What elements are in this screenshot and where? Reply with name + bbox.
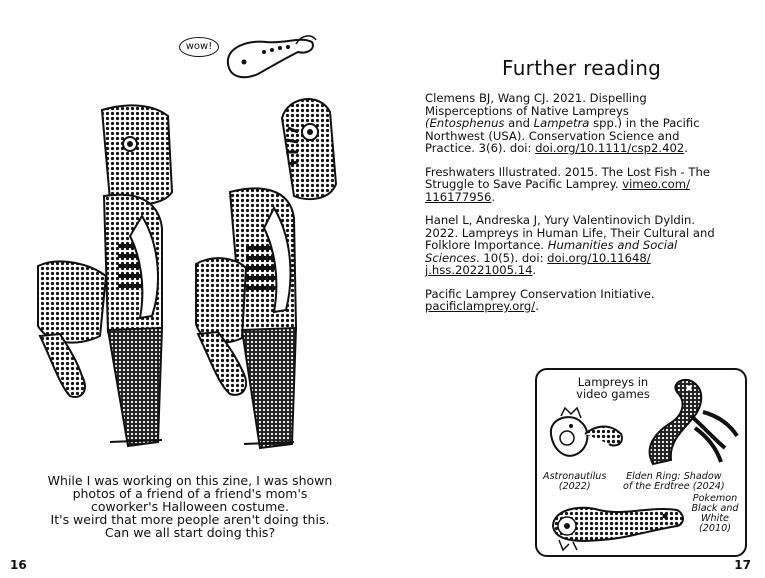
page-caption — [30, 474, 350, 539]
game-label-line: Elden Ring: Shadow — [626, 471, 722, 482]
costume-figure-2-illustration — [190, 88, 350, 464]
caption-line: Can we all start doing this? — [104, 525, 276, 540]
vimeo-link[interactable]: vimeo.com/ — [622, 177, 690, 191]
reference-italic: Sciences — [425, 250, 476, 265]
game-label-line: Astronautilus — [543, 471, 607, 482]
game-label-line: (2010) — [699, 523, 731, 534]
video-games-box — [535, 368, 747, 557]
reference-text: . 10(5). doi: — [475, 250, 548, 265]
reference-item — [425, 214, 745, 277]
reference-text: Northwest (USA). Conservation Science and — [425, 128, 680, 143]
reference-text: . — [532, 263, 537, 277]
game-label-line: of the Erdtree (2024) — [623, 481, 725, 492]
reference-text: Hanel L, Andreska J, Yury Valentinovich Dyldin. — [425, 213, 696, 227]
game-label-line: White — [701, 513, 729, 524]
doi-link[interactable]: doi.org/10.1111/csp2.402 — [535, 141, 685, 155]
reference-text — [425, 300, 745, 313]
left-page — [0, 0, 382, 578]
reference-text: 2022. Lampreys in Human Life, Their Cultural and — [425, 225, 715, 240]
reference-item — [425, 166, 745, 204]
reference-italic: Lampetra — [533, 116, 590, 130]
box-title-line: Lampreys in — [577, 375, 649, 389]
elden-ring-lamprey-illustration — [633, 376, 743, 470]
reference-text: Misperceptions of Native Lampreys — [425, 103, 629, 118]
reference-italic: (Entosphenus — [425, 116, 505, 130]
lamprey-doodle-illustration — [220, 28, 320, 86]
reference-text — [425, 117, 745, 130]
doi-link[interactable]: j.hss.20221005.14 — [425, 263, 533, 277]
reference-text — [425, 264, 745, 277]
doi-link[interactable]: doi.org/10.11648/ — [547, 250, 651, 265]
costume-figure-1-illustration — [30, 96, 180, 464]
reference-text: . — [491, 189, 496, 204]
vimeo-link[interactable]: 116177956 — [425, 189, 492, 204]
box-title-line: video games — [576, 387, 650, 401]
reference-text: Pacific Lamprey Conservation Initiative. — [425, 286, 655, 301]
game-label-elden-ring — [623, 472, 725, 492]
reference-text: Struggle to Save Pacific Lamprey. — [425, 177, 623, 191]
reference-item — [425, 288, 745, 313]
reference-text — [425, 142, 745, 155]
caption-line: It's weird that more people aren't doing this. — [50, 512, 330, 527]
reference-list — [425, 92, 745, 324]
caption-line: photos of a friend of a friend's mom's — [72, 486, 308, 501]
game-label-line: (2022) — [558, 481, 591, 492]
game-label-line: Pokemon — [692, 493, 738, 504]
pokemon-lamprey-illustration — [539, 496, 687, 552]
game-label-astronautilus — [543, 472, 606, 492]
reference-italic: Humanities and Social — [547, 238, 678, 252]
speech-bubble: wow! — [179, 37, 219, 57]
reference-text: Folklore Importance. — [425, 238, 548, 252]
caption-line: While I was working on this zine, I was shown — [47, 473, 333, 488]
reference-text: and — [504, 116, 534, 130]
astronautilus-lamprey-illustration — [541, 404, 627, 468]
reference-text: spp.) in the Pacific — [589, 116, 700, 130]
reference-text: Clemens BJ, Wang CJ. 2021. Dispelling — [425, 91, 647, 105]
page-number-left: 16 — [10, 558, 27, 572]
reference-item — [425, 92, 745, 155]
reference-text — [425, 191, 745, 204]
reference-text: . — [684, 141, 688, 155]
game-label-pokemon — [687, 494, 743, 534]
game-label-line: Black and — [691, 503, 739, 514]
website-link[interactable]: pacificlamprey.org/ — [425, 299, 536, 313]
reference-text: Practice. 3(6). doi: — [425, 141, 536, 155]
page-number-right: 17 — [734, 558, 751, 572]
right-page — [382, 0, 765, 578]
reference-text: Freshwaters Illustrated. 2015. The Lost Fish - The — [425, 164, 710, 179]
reference-text: . — [535, 299, 539, 313]
caption-line: coworker's Halloween costume. — [91, 499, 289, 514]
page-title: Further reading — [502, 56, 662, 80]
